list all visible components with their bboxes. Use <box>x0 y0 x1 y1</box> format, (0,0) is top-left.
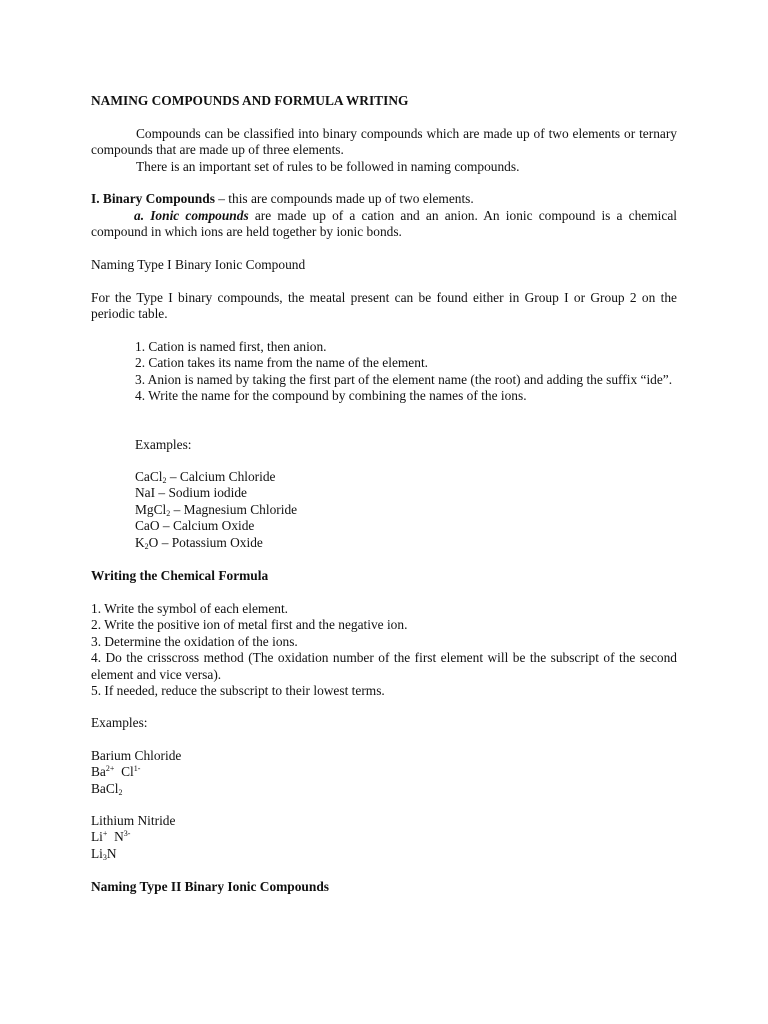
example-formula <box>91 781 677 797</box>
binary-compounds-text: – this are compounds made up of two elements. <box>214 191 474 206</box>
intro-rules-sentence: There is an important set of rules to be followed in naming compounds. <box>136 159 520 174</box>
formula-subscript: 3 <box>102 852 107 862</box>
list-item <box>135 518 677 534</box>
compound-name: – Calcium Oxide <box>159 518 255 534</box>
naming-examples-list <box>135 469 677 551</box>
type1-heading: Naming Type I Binary Ionic Compound <box>91 257 306 272</box>
formula-subscript: 2 <box>162 476 167 485</box>
example-compound-name: Barium Chloride <box>91 748 182 763</box>
document-title: NAMING COMPOUNDS AND FORMULA WRITING <box>91 93 409 108</box>
ion-symbol: N <box>114 829 124 845</box>
ion-symbol: Li <box>91 829 103 845</box>
formula-rules-list <box>91 601 677 699</box>
list-item: 2. Write the positive ion of metal first and the negative ion. <box>91 617 408 633</box>
ion-charge: 3- <box>123 829 131 839</box>
binary-compounds-definition <box>91 191 677 207</box>
formula-part: CaO <box>135 518 160 534</box>
type1-description: For the Type I binary compounds, the meatal present can be found either in Group I or Group 2 on the periodic table. <box>91 290 677 322</box>
formula-part: NaI <box>135 485 156 501</box>
compound-name: – Sodium iodide <box>155 485 247 501</box>
formula-part: MgCl <box>135 501 167 517</box>
list-item: 5. If needed, reduce the subscript to their lowest terms. <box>91 683 385 699</box>
formula-part: O <box>148 534 159 550</box>
formula-part: Li <box>91 845 103 861</box>
ionic-compounds-label: a. Ionic compounds <box>134 208 249 223</box>
list-item <box>135 469 677 485</box>
example-lithium-nitride <box>91 813 677 862</box>
list-item: 3. Anion is named by taking the first part of the element name (the root) and adding the suffix “ide”. <box>135 371 673 387</box>
example-formula <box>91 846 677 862</box>
ion-charge: 1- <box>133 764 141 774</box>
ionic-compounds-paragraph <box>91 208 677 241</box>
formula-subscript: 2 <box>144 541 149 551</box>
formula-part: K <box>135 534 145 550</box>
type2-heading: Naming Type II Binary Ionic Compounds <box>91 879 329 894</box>
example-compound-name: Lithium Nitride <box>91 813 176 828</box>
binary-compounds-heading: I. Binary Compounds <box>91 191 215 206</box>
list-item: 1. Write the symbol of each element. <box>91 601 289 616</box>
example-ions <box>91 829 677 845</box>
formula-subscript: 2 <box>166 508 171 518</box>
naming-rules-list <box>135 339 677 405</box>
ion-charge: + <box>102 829 108 839</box>
formula-part: N <box>106 845 117 861</box>
list-item: 1. Cation is named first, then anion. <box>135 339 327 354</box>
list-item <box>135 502 677 518</box>
ion-symbol: Ba <box>91 764 106 780</box>
list-item: 4. Write the name for the compound by combining the names of the ions. <box>135 388 527 404</box>
list-item: 3. Determine the oxidation of the ions. <box>91 633 298 649</box>
list-item <box>135 535 677 551</box>
example-ions <box>91 764 677 780</box>
formula-examples-label: Examples: <box>91 715 148 730</box>
intro-paragraph: Compounds can be classified into binary compounds which are made up of two elements or ternary compounds that are made up of three elements. <box>91 126 677 158</box>
ionic-compounds-text: are made up of a cation and an anion. An ionic compound is a chemical compound in which ions are held together by ionic bonds. <box>91 208 677 240</box>
formula-heading: Writing the Chemical Formula <box>91 568 269 583</box>
compound-name: – Calcium Chloride <box>166 469 276 484</box>
formula-subscript: 2 <box>118 787 123 797</box>
ion-symbol: Cl <box>121 764 134 780</box>
examples-label: Examples: <box>135 437 192 452</box>
formula-part: BaCl <box>91 780 119 796</box>
list-item: 2. Cation takes its name from the name of the element. <box>135 355 429 371</box>
example-barium-chloride <box>91 748 677 797</box>
list-item: 4. Do the crisscross method (The oxidation number of the first element will be the subscript of the second element and vice versa). <box>91 650 677 682</box>
compound-name: – Potassium Oxide <box>158 534 263 550</box>
compound-name: – Magnesium Chloride <box>170 501 298 517</box>
formula-part: CaCl <box>135 469 163 484</box>
list-item <box>135 485 677 501</box>
ion-charge: 2+ <box>105 764 115 774</box>
